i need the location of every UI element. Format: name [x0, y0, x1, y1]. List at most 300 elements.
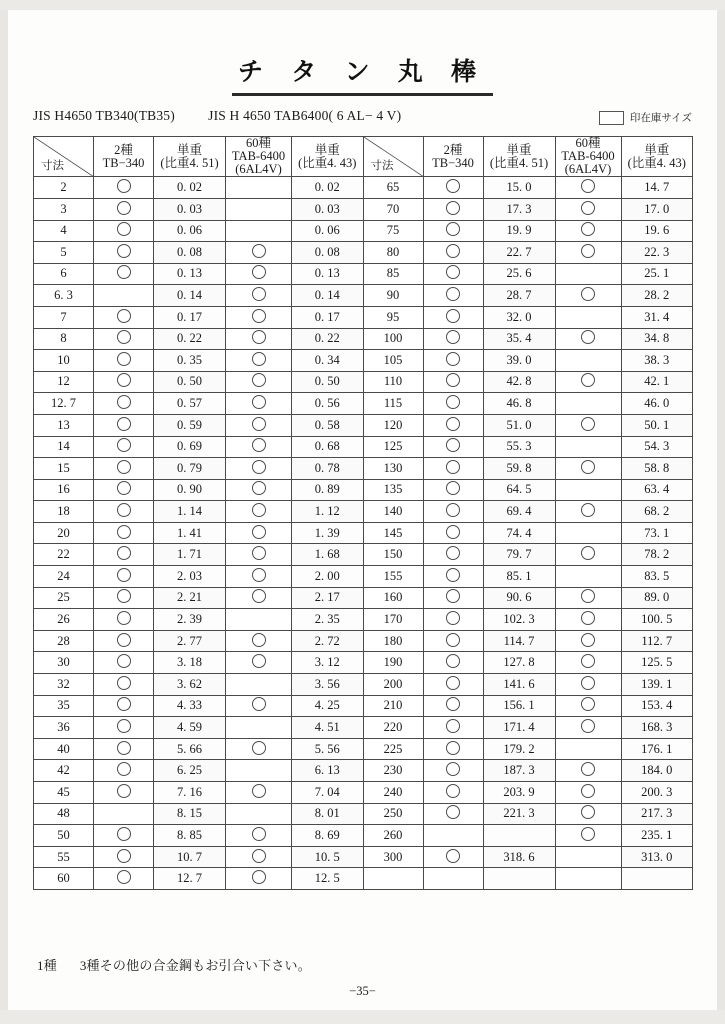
stock-mark-circle-icon [117, 222, 131, 236]
stock-mark-circle-icon [117, 654, 131, 668]
cell-weight1-left: 5. 66 [154, 738, 226, 760]
cell-weight1-right: 39. 0 [483, 350, 555, 372]
stock-mark-circle-icon [581, 179, 595, 193]
cell-weight1-left: 4. 59 [154, 717, 226, 739]
cell-weight1-right: 28. 7 [483, 285, 555, 307]
cell-grade2-left [94, 609, 154, 631]
header-weight2-left [292, 137, 364, 177]
cell-weight1-right: 51. 0 [483, 414, 555, 436]
cell-grade60-left [226, 371, 292, 393]
cell-grade2-right [423, 371, 483, 393]
cell-grade60-left [226, 782, 292, 804]
standard-right: JIS H 4650 TAB6400( 6 AL− 4 V) [208, 108, 402, 123]
stock-mark-circle-icon [252, 546, 266, 560]
cell-grade2-right [423, 501, 483, 523]
cell-grade2-left [94, 501, 154, 523]
header-grade60-l3: (6AL4V) [235, 162, 282, 177]
cell-weight2-right: 73. 1 [621, 522, 693, 544]
stock-mark-circle-icon [581, 762, 595, 776]
table-row [34, 609, 693, 631]
stock-mark-circle-icon [117, 676, 131, 690]
stock-mark-circle-icon [446, 525, 460, 539]
cell-weight2-right: 68. 2 [621, 501, 693, 523]
stock-mark-circle-icon [581, 373, 595, 387]
header-grade2-l1: 2種 [114, 142, 133, 157]
legend [599, 110, 692, 125]
cell-grade60-right [555, 414, 621, 436]
cell-grade2-left [94, 220, 154, 242]
table-row [34, 846, 693, 868]
cell-weight1-left: 2. 03 [154, 566, 226, 588]
header-weight2-l1: 単重 [644, 142, 670, 157]
cell-size-left: 12 [34, 371, 94, 393]
cell-size-left: 10 [34, 350, 94, 372]
stock-mark-circle-icon [446, 568, 460, 582]
cell-grade60-left [226, 220, 292, 242]
cell-weight2-left: 4. 25 [292, 695, 364, 717]
cell-weight1-left: 2. 39 [154, 609, 226, 631]
cell-grade60-left [226, 328, 292, 350]
stock-mark-circle-icon [252, 633, 266, 647]
cell-weight2-right: 28. 2 [621, 285, 693, 307]
cell-grade60-left [226, 285, 292, 307]
cell-weight2-right [621, 868, 693, 890]
cell-grade60-left [226, 414, 292, 436]
stock-mark-circle-icon [446, 417, 460, 431]
stock-mark-circle-icon [117, 870, 131, 884]
cell-weight2-left: 3. 12 [292, 652, 364, 674]
cell-weight2-left: 5. 56 [292, 738, 364, 760]
cell-grade60-right [555, 371, 621, 393]
cell-weight2-left: 4. 51 [292, 717, 364, 739]
cell-size-right: 155 [363, 566, 423, 588]
cell-weight2-left: 12. 5 [292, 868, 364, 890]
table-row [34, 177, 693, 199]
cell-weight1-left: 0. 02 [154, 177, 226, 199]
cell-weight1-left: 0. 17 [154, 306, 226, 328]
cell-size-right: 95 [363, 306, 423, 328]
cell-size-right: 225 [363, 738, 423, 760]
cell-grade60-left [226, 825, 292, 847]
cell-weight1-right: 127. 8 [483, 652, 555, 674]
stock-mark-circle-icon [252, 697, 266, 711]
cell-grade60-right [555, 868, 621, 890]
stock-mark-circle-icon [581, 222, 595, 236]
table-row [34, 371, 693, 393]
stock-mark-circle-icon [581, 654, 595, 668]
table-body [34, 177, 693, 890]
header-grade60-l1: 60種 [575, 136, 601, 150]
cell-weight1-left: 0. 69 [154, 436, 226, 458]
cell-size-right: 160 [363, 587, 423, 609]
stock-mark-circle-icon [446, 481, 460, 495]
cell-grade2-left [94, 717, 154, 739]
cell-weight2-left: 0. 22 [292, 328, 364, 350]
cell-weight1-right: 141. 6 [483, 674, 555, 696]
cell-size-left: 14 [34, 436, 94, 458]
cell-size-right: 65 [363, 177, 423, 199]
cell-size-left: 7 [34, 306, 94, 328]
stock-mark-circle-icon [117, 589, 131, 603]
cell-weight2-right: 176. 1 [621, 738, 693, 760]
cell-weight1-right: 79. 7 [483, 544, 555, 566]
cell-grade2-right [423, 458, 483, 480]
table-row [34, 220, 693, 242]
cell-grade60-right [555, 738, 621, 760]
cell-weight2-right: 58. 8 [621, 458, 693, 480]
cell-weight1-right: 203. 9 [483, 782, 555, 804]
cell-grade2-right [423, 479, 483, 501]
legend-label: 印在庫サイズ [629, 113, 692, 124]
cell-grade60-right [555, 501, 621, 523]
standards-line [33, 108, 401, 124]
table-row [34, 242, 693, 264]
stock-mark-circle-icon [252, 309, 266, 323]
cell-weight1-left: 3. 62 [154, 674, 226, 696]
cell-grade60-left [226, 501, 292, 523]
stock-mark-circle-icon [446, 265, 460, 279]
stock-mark-circle-icon [252, 352, 266, 366]
cell-size-right: 135 [363, 479, 423, 501]
footnote [37, 955, 311, 974]
cell-size-right: 230 [363, 760, 423, 782]
cell-size-left: 8 [34, 328, 94, 350]
cell-weight2-right: 112. 7 [621, 630, 693, 652]
cell-grade60-left [226, 458, 292, 480]
stock-mark-circle-icon [252, 654, 266, 668]
header-grade2-right [423, 137, 483, 177]
cell-weight2-left: 0. 78 [292, 458, 364, 480]
table-row [34, 738, 693, 760]
header-size-label-left: 寸法 [41, 160, 64, 173]
cell-grade2-right [423, 306, 483, 328]
cell-grade60-right [555, 630, 621, 652]
cell-grade60-left [226, 566, 292, 588]
cell-weight2-right: 168. 3 [621, 717, 693, 739]
cell-weight2-right: 184. 0 [621, 760, 693, 782]
stock-mark-circle-icon [252, 827, 266, 841]
cell-grade60-left [226, 695, 292, 717]
stock-mark-circle-icon [581, 827, 595, 841]
cell-grade2-left [94, 393, 154, 415]
cell-size-left: 40 [34, 738, 94, 760]
stock-mark-circle-icon [446, 222, 460, 236]
cell-weight2-left: 0. 50 [292, 371, 364, 393]
cell-weight1-right: 35. 4 [483, 328, 555, 350]
cell-grade2-right [423, 868, 483, 890]
header-grade60-right [555, 137, 621, 177]
cell-weight1-right: 69. 4 [483, 501, 555, 523]
cell-weight1-left: 0. 59 [154, 414, 226, 436]
cell-grade2-left [94, 371, 154, 393]
stock-mark-circle-icon [581, 719, 595, 733]
cell-weight2-right: 200. 3 [621, 782, 693, 804]
cell-size-left: 32 [34, 674, 94, 696]
cell-grade2-right [423, 177, 483, 199]
cell-weight1-right: 64. 5 [483, 479, 555, 501]
table-row [34, 522, 693, 544]
cell-grade60-right [555, 674, 621, 696]
cell-grade60-left [226, 177, 292, 199]
cell-weight1-left: 1. 41 [154, 522, 226, 544]
stock-mark-circle-icon [446, 654, 460, 668]
cell-weight1-left: 12. 7 [154, 868, 226, 890]
cell-grade2-right [423, 328, 483, 350]
cell-weight2-right: 217. 3 [621, 803, 693, 825]
table-row [34, 263, 693, 285]
cell-grade2-left [94, 306, 154, 328]
cell-weight1-left: 8. 85 [154, 825, 226, 847]
table-row [34, 306, 693, 328]
table-row [34, 393, 693, 415]
header-size-right [363, 137, 423, 177]
cell-grade2-right [423, 695, 483, 717]
cell-size-left: 3 [34, 198, 94, 220]
cell-weight1-right: 85. 1 [483, 566, 555, 588]
cell-grade60-right [555, 242, 621, 264]
cell-grade2-right [423, 263, 483, 285]
table-row [34, 630, 693, 652]
header-grade60-left [226, 137, 292, 177]
header-grade60-l1: 60種 [245, 136, 271, 150]
cell-size-left: 60 [34, 868, 94, 890]
cell-weight2-right: 89. 0 [621, 587, 693, 609]
cell-weight2-right: 25. 1 [621, 263, 693, 285]
cell-grade60-left [226, 868, 292, 890]
stock-mark-circle-icon [581, 244, 595, 258]
cell-weight1-right: 179. 2 [483, 738, 555, 760]
cell-size-right: 75 [363, 220, 423, 242]
cell-weight1-right: 187. 3 [483, 760, 555, 782]
cell-grade2-right [423, 717, 483, 739]
stock-mark-circle-icon [117, 719, 131, 733]
cell-grade2-left [94, 328, 154, 350]
cell-grade2-left [94, 414, 154, 436]
cell-grade2-left [94, 674, 154, 696]
cell-grade2-left [94, 566, 154, 588]
cell-grade2-left [94, 522, 154, 544]
cell-weight1-left: 0. 50 [154, 371, 226, 393]
stock-mark-circle-icon [117, 417, 131, 431]
cell-grade60-right [555, 652, 621, 674]
cell-grade60-right [555, 393, 621, 415]
stock-mark-circle-icon [117, 762, 131, 776]
cell-grade60-right [555, 436, 621, 458]
page-title-wrap [0, 52, 725, 96]
stock-mark-circle-icon [581, 201, 595, 215]
header-weight2-right [621, 137, 693, 177]
stock-mark-circle-icon [252, 589, 266, 603]
cell-weight1-right: 15. 0 [483, 177, 555, 199]
cell-size-left: 16 [34, 479, 94, 501]
header-grade60-l3: (6AL4V) [564, 162, 612, 177]
cell-weight1-left: 2. 77 [154, 630, 226, 652]
stock-mark-circle-icon [446, 438, 460, 452]
cell-weight2-left: 0. 68 [292, 436, 364, 458]
cell-grade2-right [423, 522, 483, 544]
cell-size-right: 170 [363, 609, 423, 631]
table-row [34, 328, 693, 350]
cell-weight2-right: 14. 7 [621, 177, 693, 199]
cell-size-right: 110 [363, 371, 423, 393]
cell-grade60-left [226, 350, 292, 372]
cell-grade2-right [423, 393, 483, 415]
cell-size-left: 18 [34, 501, 94, 523]
cell-grade2-left [94, 479, 154, 501]
cell-weight1-right [483, 868, 555, 890]
cell-weight2-left: 3. 56 [292, 674, 364, 696]
cell-weight1-right: 17. 3 [483, 198, 555, 220]
cell-weight2-right: 100. 5 [621, 609, 693, 631]
cell-weight2-left: 7. 04 [292, 782, 364, 804]
cell-weight2-right: 313. 0 [621, 846, 693, 868]
table-row [34, 479, 693, 501]
cell-weight2-left: 0. 08 [292, 242, 364, 264]
table-row [34, 436, 693, 458]
stock-mark-circle-icon [252, 568, 266, 582]
header-weight2-l2: (比重4. 43) [627, 155, 686, 170]
stock-mark-circle-icon [581, 611, 595, 625]
stock-mark-circle-icon [581, 330, 595, 344]
cell-grade2-left [94, 587, 154, 609]
cell-size-left: 6. 3 [34, 285, 94, 307]
cell-size-left: 25 [34, 587, 94, 609]
stock-mark-circle-icon [252, 373, 266, 387]
header-grade2-left [94, 137, 154, 177]
stock-mark-circle-icon [446, 849, 460, 863]
cell-weight1-right: 59. 8 [483, 458, 555, 480]
stock-mark-circle-icon [117, 849, 131, 863]
cell-weight2-left: 1. 39 [292, 522, 364, 544]
cell-weight1-right: 102. 3 [483, 609, 555, 631]
cell-weight1-left: 4. 33 [154, 695, 226, 717]
cell-weight1-left: 6. 25 [154, 760, 226, 782]
stock-mark-circle-icon [117, 784, 131, 798]
cell-grade60-right [555, 198, 621, 220]
stock-mark-circle-icon [117, 460, 131, 474]
stock-mark-circle-icon [252, 265, 266, 279]
cell-size-right: 105 [363, 350, 423, 372]
cell-weight1-left: 0. 03 [154, 198, 226, 220]
legend-swatch-icon [599, 111, 624, 125]
cell-size-left: 5 [34, 242, 94, 264]
cell-weight2-right: 17. 0 [621, 198, 693, 220]
cell-weight2-right: 31. 4 [621, 306, 693, 328]
cell-weight2-left: 0. 56 [292, 393, 364, 415]
cell-grade60-left [226, 630, 292, 652]
cell-size-right: 220 [363, 717, 423, 739]
cell-grade60-right [555, 263, 621, 285]
stock-mark-circle-icon [117, 827, 131, 841]
cell-grade60-right [555, 458, 621, 480]
cell-size-right: 100 [363, 328, 423, 350]
cell-size-right: 190 [363, 652, 423, 674]
cell-grade60-right [555, 328, 621, 350]
stock-mark-circle-icon [446, 697, 460, 711]
table-row [34, 782, 693, 804]
cell-grade2-left [94, 263, 154, 285]
cell-grade60-left [226, 674, 292, 696]
cell-weight2-left: 1. 68 [292, 544, 364, 566]
stock-mark-circle-icon [446, 287, 460, 301]
stock-mark-circle-icon [252, 287, 266, 301]
footnote-part2: 3種その他の合金鋼もお引合い下さい。 [79, 958, 311, 973]
cell-grade60-left [226, 738, 292, 760]
stock-mark-circle-icon [581, 676, 595, 690]
stock-mark-circle-icon [446, 460, 460, 474]
cell-weight2-right: 46. 0 [621, 393, 693, 415]
table-row [34, 717, 693, 739]
cell-grade60-right [555, 846, 621, 868]
stock-mark-circle-icon [117, 525, 131, 539]
cell-size-left: 20 [34, 522, 94, 544]
cell-weight1-left: 10. 7 [154, 846, 226, 868]
cell-weight1-left: 0. 08 [154, 242, 226, 264]
cell-size-right: 260 [363, 825, 423, 847]
cell-weight2-left: 0. 03 [292, 198, 364, 220]
cell-weight2-left: 0. 06 [292, 220, 364, 242]
cell-grade2-left [94, 738, 154, 760]
cell-grade2-left [94, 652, 154, 674]
header-grade60-l2: TAB-6400 [231, 149, 286, 164]
cell-size-right: 115 [363, 393, 423, 415]
cell-weight1-left: 0. 79 [154, 458, 226, 480]
cell-grade2-right [423, 652, 483, 674]
cell-grade60-right [555, 566, 621, 588]
cell-weight1-right: 318. 6 [483, 846, 555, 868]
table-head [34, 137, 693, 177]
cell-size-right: 130 [363, 458, 423, 480]
cell-grade60-right [555, 803, 621, 825]
cell-size-right: 250 [363, 803, 423, 825]
cell-size-right: 300 [363, 846, 423, 868]
cell-grade60-left [226, 436, 292, 458]
cell-grade2-left [94, 458, 154, 480]
cell-size-right: 140 [363, 501, 423, 523]
stock-mark-circle-icon [117, 265, 131, 279]
cell-weight1-left: 0. 90 [154, 479, 226, 501]
cell-size-left: 6 [34, 263, 94, 285]
stock-mark-circle-icon [446, 201, 460, 215]
cell-weight1-left: 1. 71 [154, 544, 226, 566]
cell-grade60-right [555, 306, 621, 328]
stock-mark-circle-icon [117, 633, 131, 647]
cell-weight2-left: 0. 13 [292, 263, 364, 285]
stock-mark-circle-icon [581, 287, 595, 301]
table-row [34, 803, 693, 825]
cell-weight1-left: 1. 14 [154, 501, 226, 523]
header-weight1-right [483, 137, 555, 177]
stock-mark-circle-icon [446, 395, 460, 409]
cell-grade2-right [423, 285, 483, 307]
table-row [34, 198, 693, 220]
cell-size-right [363, 868, 423, 890]
cell-grade60-left [226, 803, 292, 825]
cell-size-right: 210 [363, 695, 423, 717]
cell-grade60-right [555, 479, 621, 501]
cell-grade2-right [423, 242, 483, 264]
cell-size-left: 35 [34, 695, 94, 717]
stock-mark-circle-icon [117, 438, 131, 452]
standard-left: JIS H4650 TB340(TB35) [33, 108, 175, 123]
cell-size-right: 150 [363, 544, 423, 566]
cell-grade2-left [94, 782, 154, 804]
cell-weight1-right: 90. 6 [483, 587, 555, 609]
table-row [34, 350, 693, 372]
cell-weight1-right: 55. 3 [483, 436, 555, 458]
stock-mark-circle-icon [581, 697, 595, 711]
cell-grade2-left [94, 177, 154, 199]
